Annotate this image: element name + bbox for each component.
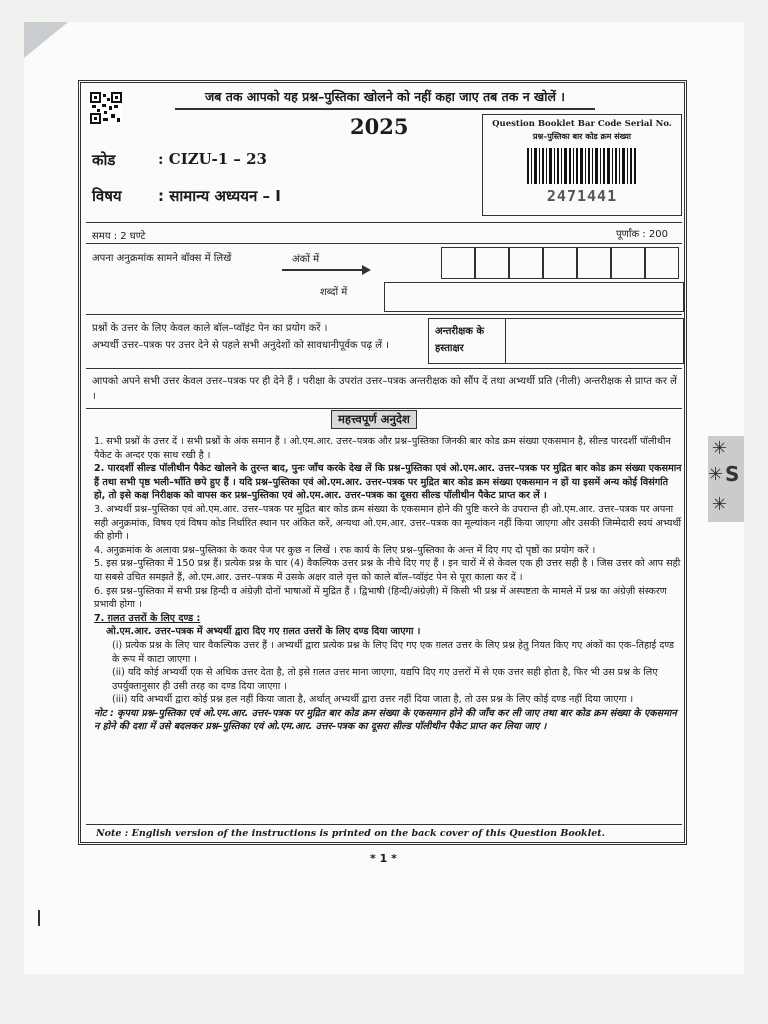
english-version-note: Note : English version of the instructions is printed on the back cover of this Question Booklet. (96, 828, 605, 839)
roll-in-words-label: शब्दों में (320, 287, 348, 298)
side-tab-mark: ✳ (712, 494, 728, 515)
invigilator-signature-label: अन्तरीक्षक के हस्ताक्षर (435, 326, 485, 354)
roll-digit-box[interactable] (475, 247, 509, 279)
barcode-subtitle: प्रश्न–पुस्तिका बार कोड क्रम संख्या (533, 132, 631, 141)
divider (86, 368, 682, 369)
instruction-7-i: (i) प्रत्येक प्रश्न के लिए चार वैकल्पिक उत्तर हैं । अभ्यर्थी द्वारा प्रत्येक प्रश्न के लिए दिए गए एक ग़लत उत्तर के लिए प्रश्न हेतु नियत किए गए अंकों का एक–तिहाई दण्ड के रूप में काटा जाएगा । (112, 639, 675, 665)
roll-digit-box[interactable] (611, 247, 645, 279)
instruction-7-intro: ओ.एम.आर. उत्तर–पत्रक में अभ्यर्थी द्वारा दिए गए ग़लत उत्तरों के लिए दण्ड दिया जाएगा । (106, 626, 421, 638)
exam-year: 2025 (350, 114, 409, 139)
arrow-right-icon (282, 264, 372, 276)
roll-digit-box[interactable] (543, 247, 577, 279)
pen-note-1: प्रश्नों के उत्तर के लिए केवल काले बॉल–प्वॉइंट पेन का प्रयोग करें । (92, 323, 328, 334)
signature-divider (505, 319, 506, 363)
side-tab-mark: ✳ (708, 464, 724, 485)
instruction-4: 4. अनुक्रमांक के अलावा प्रश्न–पुस्तिका के कवर पेज पर कुछ न लिखें । रफ कार्य के लिए प्रश्न–पुस्तिका के अन्त में दिए गए दो पृष्ठों का प्रयोग करें । (94, 544, 596, 556)
code-value: : CIZU-1 – 23 (158, 150, 267, 168)
hindi-note: नोट : कृपया प्रश्न–पुस्तिका एवं ओ.एम.आर. उत्तर–पत्रक पर मुद्रित बार कोड क्रम संख्या के एकसमान होने की जाँच कर ली जाए तथा बार कोड क्रम संख्या के एकसमान न होने की दशा में उसे बदलकर प्रश्न–पुस्तिका एवं ओ.एम.आर. उत्तर–पत्रक का दूसरा सील्ड पॉलीथीन पैकेट प्राप्त कर लिया जाए । (94, 707, 677, 733)
max-marks: पूर्णांक : 200 (616, 229, 668, 240)
time-allowed: समय : 2 घण्टे (92, 231, 146, 242)
subject-label: विषय (92, 187, 122, 205)
divider (86, 824, 682, 825)
roll-in-digits-label: अंकों में (292, 254, 320, 265)
instruction-2: 2. पारदर्शी सील्ड पॉलीथीन पैकेट खोलने के तुरन्त बाद, पुनः जाँच करके देख लें कि प्रश्न–पुस्तिका एवं ओ.एम.आर. उत्तर–पत्रक पर मुद्रित बार कोड क्रम संख्या एकसमान हैं तथा सभी पृष्ठ भली–भाँति छपे हुए हैं । यदि प्रश्न–पुस्तिका एवं ओ.एम.आर. उत्तर–पत्रक पर मुद्रित बार कोड क्रम संख्या एकसमान न हों या इसमें अन्य कोई विसंगति हो, तो इसे कक्ष निरीक्षक को वापस कर प्रश्न–पुस्तिका एवं ओ.एम.आर. उत्तर–पत्रक का दूसरा सील्ड पॉलीथीन पैकेट प्राप्त कर लें । (94, 463, 682, 502)
scan-mark (38, 910, 40, 926)
side-tab-mark: ✳ (712, 438, 728, 459)
barcode-title: Question Booklet Bar Code Serial No. (492, 119, 672, 129)
important-instructions-heading: महत्त्वपूर्ण अनुदेश (331, 410, 417, 429)
divider (86, 243, 682, 244)
answer-sheet-note: आपको अपने सभी उत्तर केवल उत्तर–पत्रक पर ही देने हैं । परीक्षा के उपरांत उत्तर–पत्रक अन्तरीक्षक को सौंप दें तथा अभ्यर्थी प्रति (नीली) अन्तरीक्षक से प्राप्त कर लें । (92, 376, 677, 402)
instruction-5: 5. इस प्रश्न–पुस्तिका में 150 प्रश्न हैं। प्रत्येक प्रश्न के चार (4) वैकल्पिक उत्तर प्रश्न के नीचे दिए गए हैं । इन चारों में से केवल एक ही उत्तर सही है । जिस उत्तर को आप सही या सबसे उचित समझते हैं, ओ.एम.आर. उत्तर–पत्रक में उसके अक्षर वाले वृत्त को काले बॉल–प्वॉइंट पेन से पूरा काला कर दें । (94, 558, 681, 583)
subject-value: : सामान्य अध्ययन – I (158, 187, 281, 205)
roll-words-field[interactable] (384, 282, 684, 312)
page-fold-corner (24, 22, 68, 58)
instruction-7-iii: (iii) यदि अभ्यर्थी द्वारा कोई प्रश्न हल नहीं किया जाता है, अर्थात् अभ्यर्थी द्वारा उत्तर नहीं दिया जाता है, तो उस प्रश्न के लिए कोई दण्ड नहीं दिया जाएगा । (112, 694, 634, 706)
pen-note-2: अभ्यर्थी उत्तर–पत्रक पर उत्तर देने से पहले सभी अनुदेशों को सावधानीपूर्वक पढ़ लें । (92, 340, 390, 351)
instruction-3: 3. अभ्यर्थी प्रश्न–पुस्तिका एवं ओ.एम.आर. उत्तर–पत्रक पर मुद्रित बार कोड क्रम संख्या के एकसमान होने की पुष्टि करने के उपरान्त ही ओ.एम.आर. उत्तर–पत्रक पर अपना सही अनुक्रमांक, विषय एवं विषय कोड निर्धारित स्थान पर अंकित करें, अन्यथा ओ.एम.आर. उत्तर–पत्रक का मूल्यांकन नहीं किया जाएगा और उसकी जिम्मेदारी स्वयं अभ्यर्थी की होगी । (94, 503, 682, 543)
instruction-7-ii: (ii) यदि कोई अभ्यर्थी एक से अधिक उत्तर देता है, तो इसे ग़लत उत्तर माना जाएगा, यद्यपि दिए गए उत्तरों में से एक उत्तर सही होता है, फिर भी उस प्रश्न के लिए उपर्युक्तानुसार ही उसी तरह का दण्ड दिया जाएगा । (112, 667, 658, 692)
roll-digit-box[interactable] (645, 247, 679, 279)
barcode-number: 2471441 (546, 187, 618, 205)
barcode-image (527, 148, 637, 184)
divider (86, 314, 682, 315)
code-label: कोड (92, 151, 116, 169)
page-number: * 1 * (370, 852, 397, 865)
roll-digit-boxes (441, 247, 679, 279)
roll-instruction: अपना अनुक्रमांक सामने बॉक्स में लिखें (92, 253, 232, 264)
roll-digit-box[interactable] (441, 247, 475, 279)
divider (86, 408, 682, 409)
divider (86, 222, 682, 223)
instructions-block (94, 435, 682, 734)
barcode-box (482, 114, 682, 216)
roll-digit-box[interactable] (577, 247, 611, 279)
instruction-7-heading: 7. ग़लत उत्तरों के लिए दण्ड : (94, 612, 201, 624)
do-not-open-warning: जब तक आपको यह प्रश्न–पुस्तिका खोलने को नहीं कहा जाए तब तक न खोलें । (175, 88, 595, 110)
qr-code (90, 92, 122, 124)
invigilator-signature-box[interactable] (428, 318, 684, 364)
roll-digit-box[interactable] (509, 247, 543, 279)
side-tab-letter: S (725, 462, 740, 486)
instruction-1: 1. सभी प्रश्नों के उत्तर दें । सभी प्रश्नों के अंक समान हैं । ओ.एम.आर. उत्तर–पत्रक और प्रश्न–पुस्तिका जिनकी बार कोड क्रम संख्या एकसमान है, सील्ड पारदर्शी पॉलीथीन पैकेट के अन्दर एक साथ रखी है । (94, 436, 671, 461)
instruction-6: 6. इस प्रश्न–पुस्तिका में सभी प्रश्न हिन्दी व अंग्रेज़ी दोनों भाषाओं में मुद्रित हैं । द्विभाषी (हिन्दी/अंग्रेज़ी) में किसी भी प्रश्न में अस्पष्टता के मामले में प्रश्न का अंग्रेज़ी संस्करण प्रभावी होगा । (94, 585, 667, 611)
side-tab (708, 436, 744, 522)
